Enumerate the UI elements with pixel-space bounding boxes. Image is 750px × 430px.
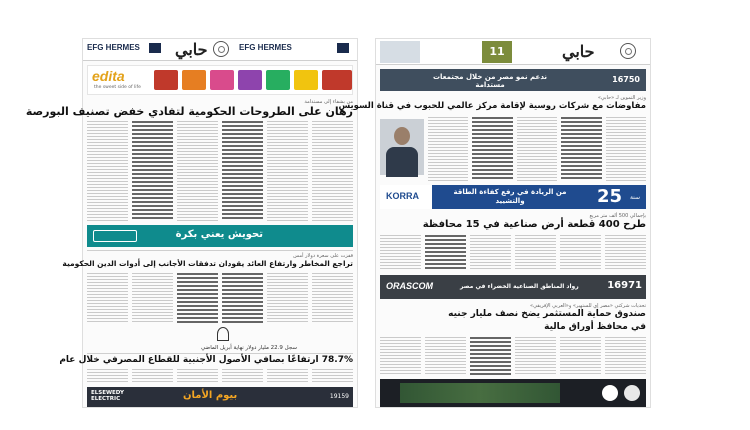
banner-logo-icon <box>93 230 137 242</box>
product-image <box>210 70 234 90</box>
logo-hapi-left: حابي <box>175 40 208 59</box>
elsewedy-hotline: 19159 <box>329 393 349 400</box>
orascom-number: 16971 <box>607 280 642 291</box>
edita-logo: edita <box>92 68 125 84</box>
article-columns <box>380 337 646 375</box>
article-columns <box>428 117 646 181</box>
korra-logo: KORRA <box>386 191 419 201</box>
sponsor-badge-icon <box>602 385 618 401</box>
building-image <box>380 41 420 63</box>
sustainable-ad-number: 16750 <box>612 75 640 84</box>
product-image <box>238 70 262 90</box>
headline-3: 78.7% ارتفاعًا بصافي الأصول الأجنبية للقطاع المصرفي خلال عام <box>59 355 353 365</box>
logo-watermark-icon <box>217 327 229 341</box>
orascom-ad <box>380 275 646 299</box>
sponsor-logo-right: EFG HERMES <box>239 43 292 52</box>
sponsor-badge-icon <box>624 385 640 401</box>
product-image <box>322 70 352 90</box>
savings-banner-text: تحويش يعني بكرة <box>175 229 263 240</box>
caption-3: سجل 22.9 مليار دولار نهاية أبريل الماضي <box>200 345 297 351</box>
elsewedy-ad-text: بيوم الأمان <box>183 390 238 401</box>
headline-2: تراجع المخاطر وارتفاع العائد يقودان تدفقات الأجانب إلى أدوات الدين الحكومية <box>62 259 353 268</box>
headline-3a: صندوق حماية المستثمر يضخ نصف مليار جنيه <box>448 309 646 319</box>
korra-years-label: سنة <box>629 194 640 201</box>
kicker-2: قفزت على سعرة دولار أمس <box>293 253 353 259</box>
edita-tagline: the sweet side of life <box>94 85 141 90</box>
product-image <box>154 70 178 90</box>
orascom-ad-text: رواد المناطق الصناعية الخضراء في مصر <box>460 283 579 290</box>
bottom-ad-right <box>380 379 646 407</box>
article-columns <box>380 235 646 271</box>
kicker-3: تحديات شركتي «مصر إي للستهير» و«العربي الإفريقي» <box>530 303 646 309</box>
logo-hapi-right: حابي <box>562 42 595 61</box>
product-image <box>266 70 290 90</box>
kicker-2: بإجمالي 500 ألف متر مربع <box>589 213 646 219</box>
stadium-image <box>400 383 560 403</box>
emblem-icon <box>620 43 636 59</box>
korra-ad <box>380 185 646 209</box>
savings-banner <box>87 225 353 247</box>
minister-photo <box>380 119 424 175</box>
orascom-logo: ORASCOM <box>386 281 433 291</box>
pnc-badge-icon <box>149 43 161 53</box>
masthead-left <box>83 39 357 61</box>
korra-years: 25 <box>596 186 622 207</box>
product-image <box>182 70 206 90</box>
sponsor-logo-left: EFG HERMES <box>87 43 140 52</box>
newspaper-page-left <box>25 38 358 408</box>
headline-1: مفاوضات مع شركات روسية لإقامة مركز عالمي للحبوب في قناة السويس <box>338 101 646 111</box>
headline-2: طرح 400 قطعة أرض صناعية في 15 محافظة <box>422 219 646 230</box>
korra-ad-text: من الريادة في رفع كفاءة الطاقة والتشييد <box>453 188 567 205</box>
edita-ad <box>87 65 353 95</box>
sustainable-ad <box>380 69 646 91</box>
product-image <box>294 70 318 90</box>
article-columns <box>87 273 353 323</box>
headline-3b: في محافظ أوراق مالية <box>544 322 646 332</box>
pnc-badge-icon <box>337 43 349 53</box>
masthead-right <box>376 39 650 65</box>
date-box: 11 <box>482 41 512 63</box>
elsewedy-ad <box>87 387 353 407</box>
article-columns <box>87 121 353 221</box>
sustainable-ad-text: ندعم نمو مصر من خلال مجتمعات مستدامة <box>432 73 548 89</box>
elsewedy-logo: ELSEWEDY ELECTRIC <box>91 390 124 402</box>
headline-1: رهان على الطروحات الحكومية لتفادي خفض تصنيف البورصة <box>25 105 353 118</box>
emblem-icon <box>213 41 229 57</box>
kicker-1: من بشفاء إلى مستدامة <box>304 99 353 105</box>
kicker-1: وزير التموين لـ «حابي» <box>597 95 646 101</box>
article-columns <box>87 369 353 383</box>
